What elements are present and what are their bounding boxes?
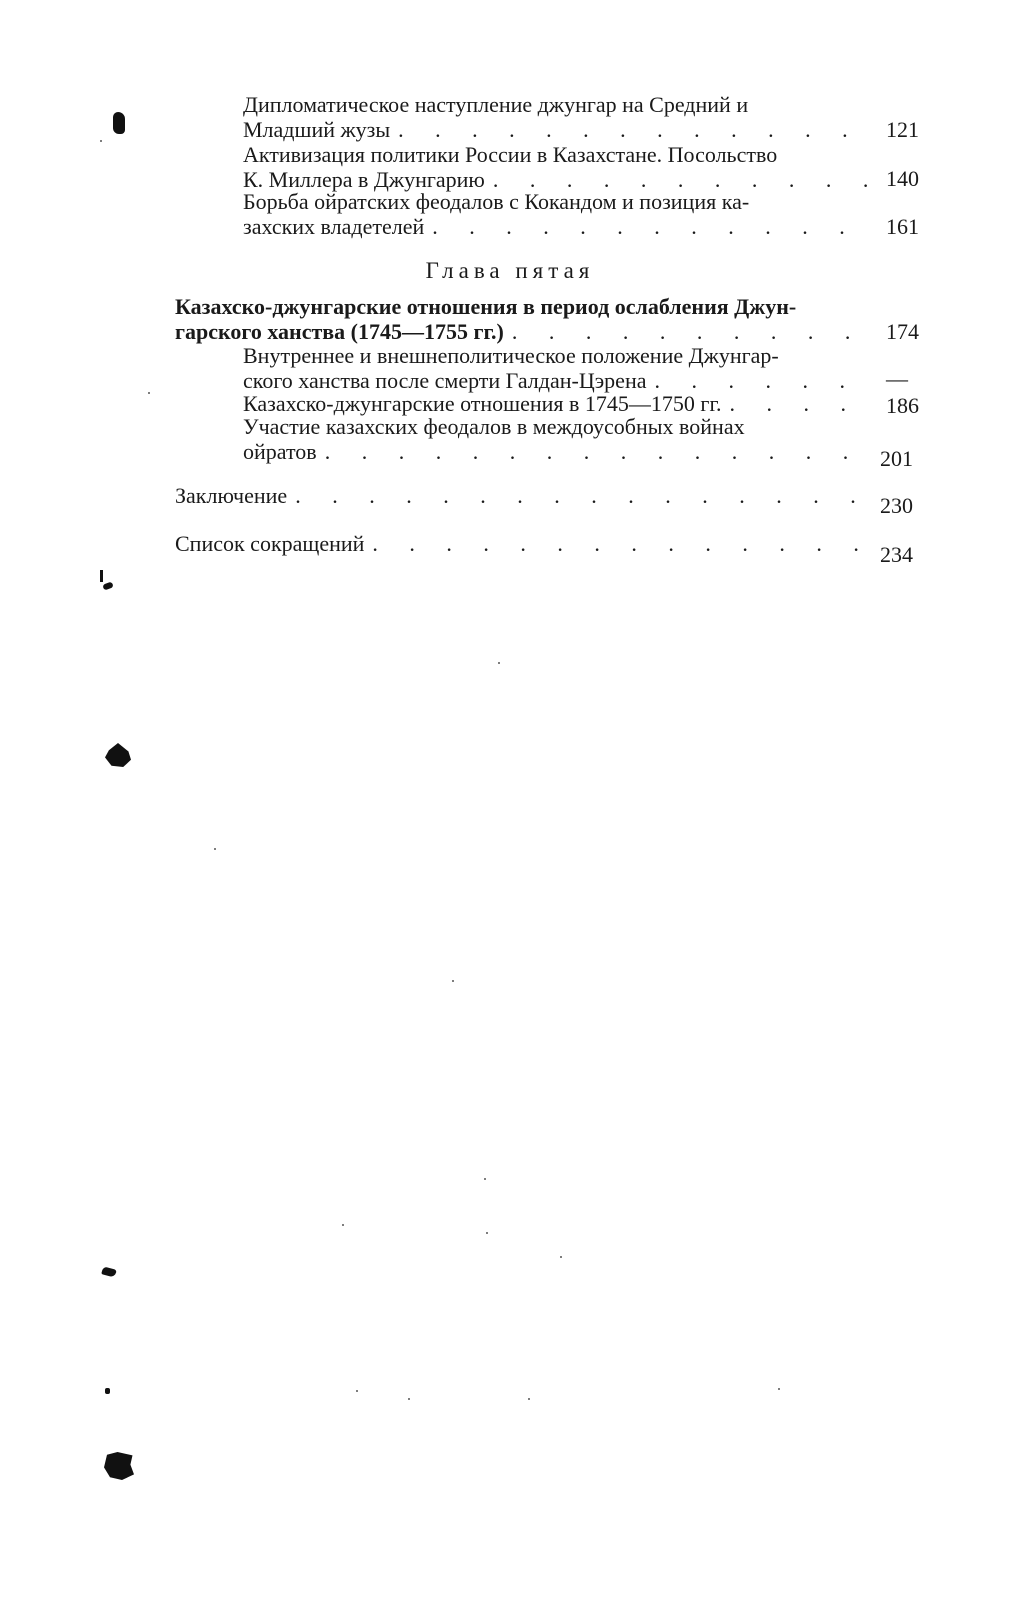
toc-entry[interactable] [243,343,868,393]
page-number: 174 [886,319,919,344]
scan-speck [778,1388,780,1390]
scan-speck [486,1232,488,1234]
page-number: 161 [886,214,919,239]
scan-speck [342,1224,344,1226]
page-number: 201 [880,446,913,471]
toc-entry-text: Внутреннее и внешнеполитическое положение Джунгар- [243,343,779,368]
scan-blot [100,570,103,582]
toc-entry-text: захских владетелей [243,214,425,239]
dot-leader [325,439,868,464]
scan-blot [113,112,125,134]
toc-entry-abbreviations[interactable] [175,531,868,556]
dot-leader [295,483,868,508]
toc-entry[interactable] [243,391,868,416]
chapter-heading: Глава пятая [425,258,595,283]
dot-leader [730,391,869,416]
scan-speck [452,980,454,982]
scan-blot [102,581,113,590]
page-number: 121 [886,117,919,142]
toc-entry-text: Активизация политики России в Казахстане. Посольство [243,142,778,167]
toc-entry[interactable] [243,414,868,464]
page-number: — [886,366,908,391]
chapter-title-text: гарского ханства (1745—1755 гг.) [175,319,504,344]
toc-entry-text: Борьба ойратских феодалов с Кокандом и позиция ка- [243,189,750,214]
scan-speck [498,662,500,664]
scan-blot [101,1266,117,1277]
scan-blot [105,1388,110,1394]
toc-entry-text: Дипломатическое наступление джунгар на Средний и [243,92,749,117]
scan-speck [100,140,102,142]
toc-entry-text: Список сокращений [175,531,365,556]
scan-speck [356,1390,358,1392]
page-number: 140 [886,166,919,191]
scan-speck [214,848,216,850]
dot-leader [654,368,868,393]
toc-entry[interactable] [243,189,868,239]
chapter-title-text: Казахско-джунгарские отношения в период ослабления Джун- [175,294,797,319]
toc-entry-text: Заключение [175,483,288,508]
scan-blot [104,1452,134,1480]
toc-entry-text: Казахско-джунгарские отношения в 1745—1750 гг. [243,391,722,416]
scan-speck [148,392,150,394]
toc-entry-text: Младший жузы [243,117,391,142]
toc-entry-text: К. Миллера в Джунгарию [243,167,485,192]
scan-speck [408,1398,410,1400]
dot-leader [512,319,868,344]
toc-entry[interactable] [243,92,868,142]
toc-entry[interactable] [243,142,868,192]
dot-leader [398,117,868,142]
page-number: 186 [886,393,919,418]
toc-entry-text: ского ханства после смерти Галдан-Цэрена [243,368,647,393]
dot-leader [372,531,868,556]
chapter-title-entry[interactable] [175,294,868,344]
toc-entry-conclusion[interactable] [175,483,868,508]
toc-entry-text: ойратов [243,439,317,464]
dot-leader [432,214,868,239]
page-number: 230 [880,493,913,518]
scan-speck [560,1256,562,1258]
page-number: 234 [880,542,913,567]
scan-speck [484,1178,486,1180]
scan-speck [528,1398,530,1400]
scan-blot [105,743,131,767]
toc-entry-text: Участие казахских феодалов в междоусобных войнах [243,414,745,439]
